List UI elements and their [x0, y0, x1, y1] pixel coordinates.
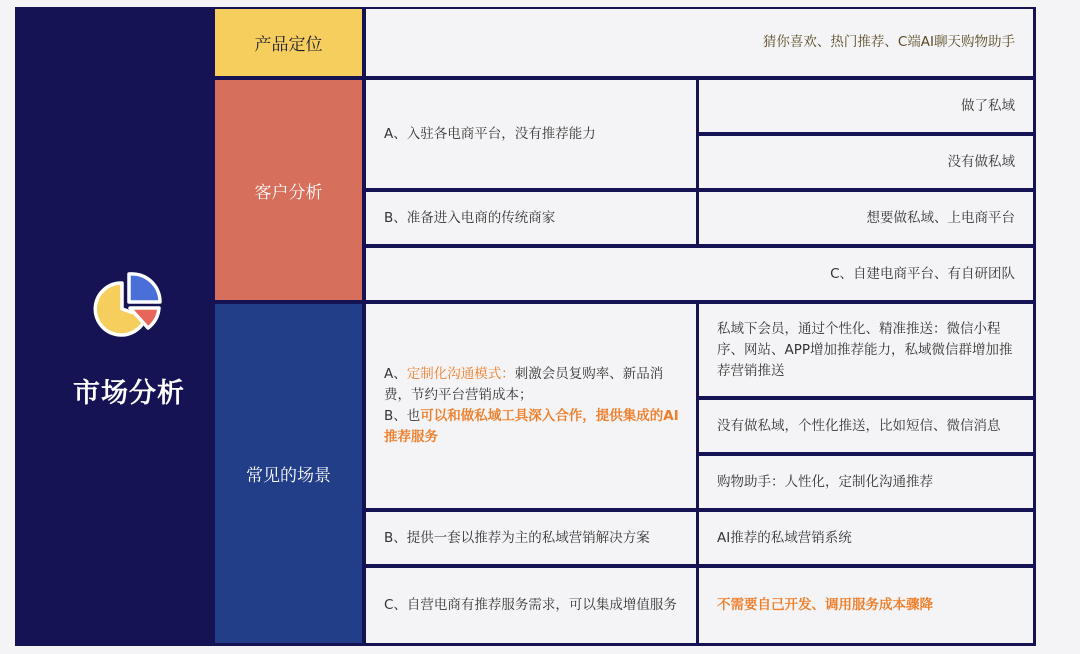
customer-b-text: B、准备进入电商的传统商家: [384, 209, 556, 226]
customer-a-sub2: 没有做私域: [947, 153, 1015, 170]
scenario-b-cell: [366, 512, 696, 564]
customer-a-sub1: 做了私域: [961, 97, 1015, 114]
scenario-a-sub2-cell: [699, 400, 1033, 452]
scenario-a-sub2: 没有做私域，个性化推送，比如短信、微信消息: [717, 417, 1001, 434]
scenario-a-highlight: 定制化沟通模式：: [406, 366, 515, 382]
analysis-table: [213, 7, 1036, 646]
category-customer: [215, 80, 362, 300]
customer-b-cell: [366, 192, 696, 244]
scenario-a-b-prefix: B、也: [384, 408, 421, 424]
scenario-c-cell: [366, 568, 696, 643]
category-scenario-label: 常见的场景: [246, 466, 331, 486]
pie-chart-icon: [89, 271, 163, 345]
scenario-c-sub: 不需要自己开发、调用服务成本骤降: [717, 597, 933, 613]
customer-b-sub: 想要做私域、上电商平台: [866, 209, 1015, 226]
customer-b-sub-cell: [699, 192, 1033, 244]
page-title: 市场分析: [73, 378, 185, 409]
scenario-a-prefix: A、: [384, 366, 407, 382]
scenario-a-b-highlight: 可以和做私域工具深入合作，提供集成的AI推荐服务: [384, 408, 679, 445]
customer-c-cell: [366, 248, 1033, 300]
scenario-a-sub3: 购物助手：人性化，定制化沟通推荐: [717, 473, 933, 490]
scenario-c-sub-cell: [699, 568, 1033, 643]
customer-a-cell: [366, 80, 696, 188]
category-customer-label: 客户分析: [254, 182, 323, 203]
scenario-a-sub1: 私域下会员，通过个性化、精准推送：微信小程序、网站、APP增加推荐能力，私域微信群增加推荐营销推送: [717, 320, 1013, 379]
customer-a-sub1-cell: [699, 80, 1033, 132]
category-scenario: [215, 304, 362, 643]
scenario-b-sub-cell: [699, 512, 1033, 564]
category-product-label: 产品定位: [254, 35, 323, 55]
scenario-a-sub1-cell: [699, 304, 1033, 396]
scenario-b-text: B、提供一套以推荐为主的私域营销解决方案: [384, 529, 650, 546]
scenario-a-sub3-cell: [699, 456, 1033, 508]
product-value-cell: [366, 9, 1033, 76]
customer-a-sub2-cell: [699, 136, 1033, 188]
product-value: 猜你喜欢、热门推荐、C端AI聊天购物助手: [762, 34, 1015, 50]
category-product: [215, 9, 362, 76]
scenario-a-rest: 刺激会员复购率、新品消费，节约平台营销成本；: [384, 366, 664, 403]
customer-c-text: C、自建电商平台、有自研团队: [830, 265, 1015, 282]
title-panel: [15, 7, 213, 646]
scenario-a-cell: [366, 304, 696, 508]
customer-a-text: A、入驻各电商平台，没有推荐能力: [384, 125, 596, 142]
scenario-b-sub: AI推荐的私域营销系统: [717, 529, 852, 546]
scenario-c-text: C、自营电商有推荐服务需求，可以集成增值服务: [384, 597, 677, 613]
